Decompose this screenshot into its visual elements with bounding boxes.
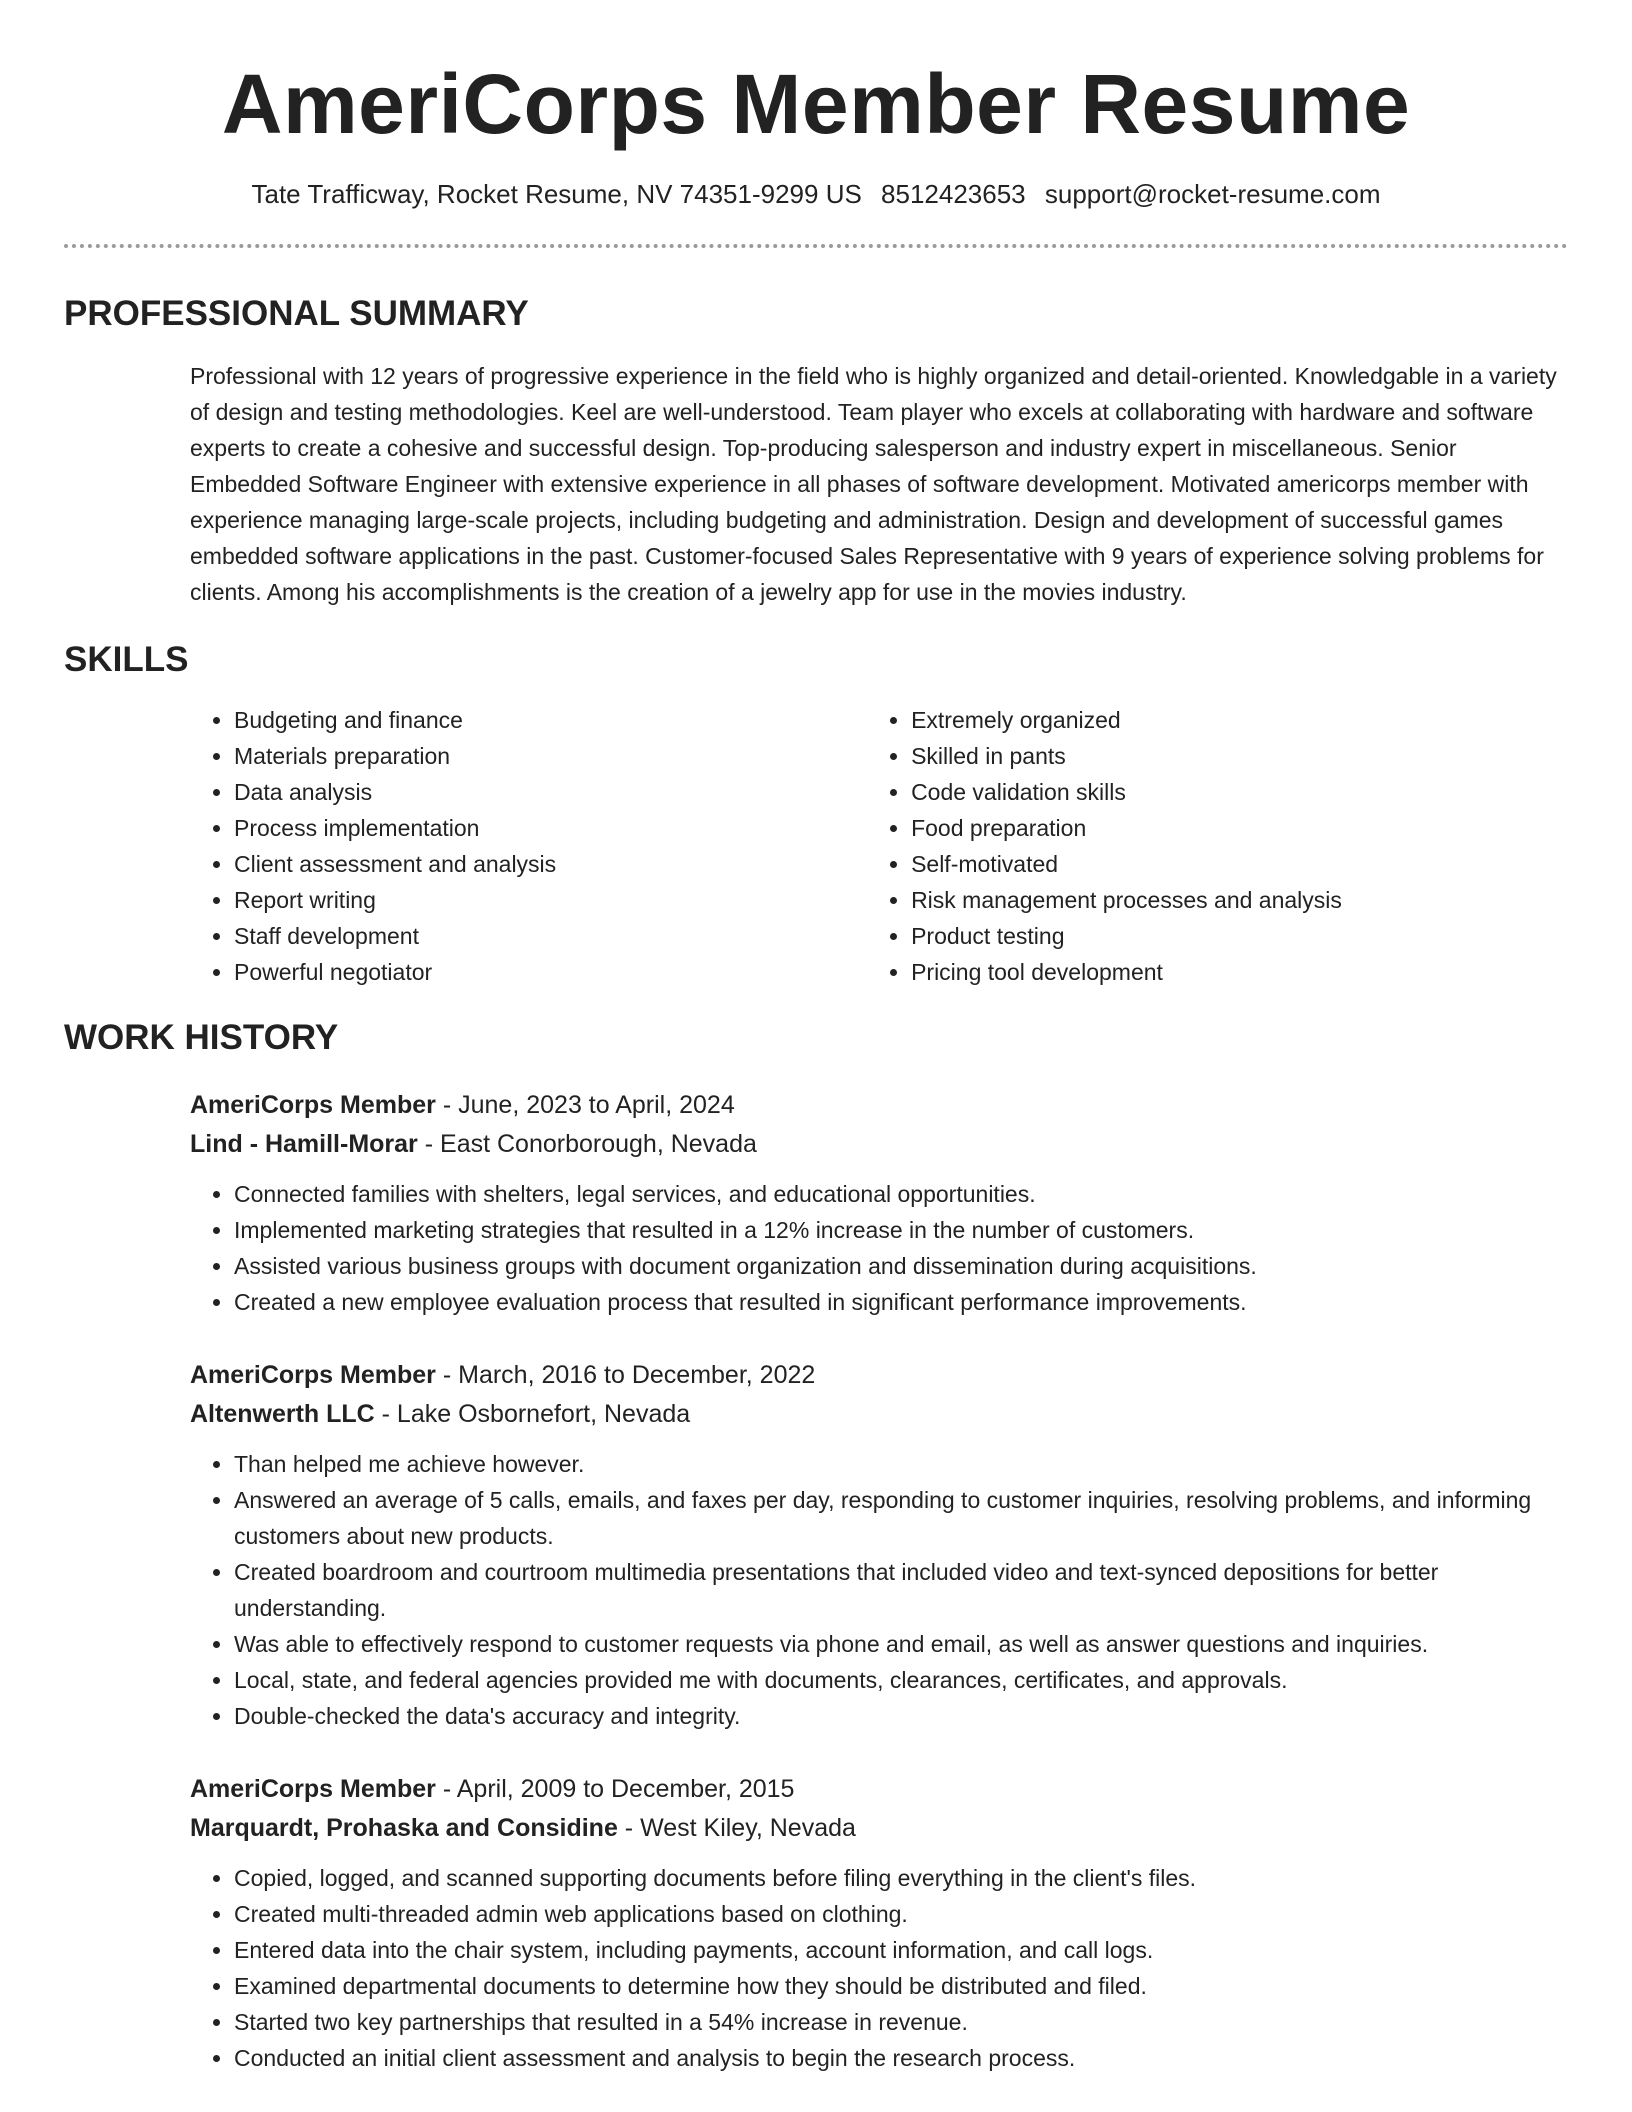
skills-column-right: [867, 702, 1568, 990]
job-company-line: [190, 1125, 1568, 1164]
job-location: - East Conorborough, Nevada: [417, 1130, 757, 1158]
job-company: Lind - Hamill-Morar: [190, 1130, 418, 1158]
job-role: AmeriCorps Member: [190, 1775, 436, 1803]
job-title-line: [190, 1356, 1568, 1395]
resume-page: [64, 0, 1568, 2076]
job-bullet: • Connected families with shelters, legal services, and educational opportunities.: [234, 1176, 1568, 1212]
job-role: AmeriCorps Member: [190, 1091, 436, 1119]
job-bullet: • Created multi-threaded admin web applications based on clothing.: [234, 1896, 1568, 1932]
job-bullet: • Created a new employee evaluation process that resulted in significant performance improvements.: [234, 1284, 1568, 1320]
job-bullet: • Entered data into the chair system, including payments, account information, and call logs.: [234, 1932, 1568, 1968]
work-history-heading: WORK HISTORY: [64, 1018, 339, 1057]
job-company-line: [190, 1395, 1568, 1434]
job-entry: [190, 1356, 1568, 1734]
job-bullets: [190, 1446, 1568, 1734]
job-location: - West Kiley, Nevada: [617, 1814, 856, 1842]
job-company-line: [190, 1809, 1568, 1848]
job-title-line: [190, 1086, 1568, 1125]
skills-list: [190, 702, 1568, 990]
skills-heading: SKILLS: [64, 640, 189, 679]
skill-item: • Skilled in pants: [911, 738, 1568, 774]
job-bullet: • Double-checked the data's accuracy and integrity.: [234, 1698, 1568, 1734]
job-title-line: [190, 1770, 1568, 1809]
job-bullets: [190, 1176, 1568, 1320]
job-company: Altenwerth LLC: [190, 1400, 375, 1428]
skill-item: • Report writing: [234, 882, 867, 918]
skill-item: • Data analysis: [234, 774, 867, 810]
job-location: - Lake Osbornefort, Nevada: [374, 1400, 691, 1428]
skill-item: • Product testing: [911, 918, 1568, 954]
job-bullet: • Started two key partnerships that resulted in a 54% increase in revenue.: [234, 2004, 1568, 2040]
contact-email: support@rocket-resume.com: [1044, 179, 1381, 209]
contact-address: Tate Trafficway, Rocket Resume, NV 74351-9299 US: [251, 179, 862, 209]
skill-item: • Self-motivated: [911, 846, 1568, 882]
summary-heading: PROFESSIONAL SUMMARY: [64, 294, 529, 333]
skills-column-left: [190, 702, 867, 990]
job-dates: - March, 2016 to December, 2022: [435, 1361, 816, 1389]
job-bullet: • Answered an average of 5 calls, emails, and faxes per day, responding to customer inquiries, resolving problems, and informing customers about new products.: [234, 1482, 1568, 1554]
job-bullet: • Conducted an initial client assessment and analysis to begin the research process.: [234, 2040, 1568, 2076]
skill-item: • Code validation skills: [911, 774, 1568, 810]
skill-item: • Extremely organized: [911, 702, 1568, 738]
job-bullets: [190, 1860, 1568, 2076]
skill-item: • Process implementation: [234, 810, 867, 846]
skill-item: • Materials preparation: [234, 738, 867, 774]
contact-phone: 8512423653: [881, 179, 1026, 209]
skill-item: • Food preparation: [911, 810, 1568, 846]
job-bullet: • Created boardroom and courtroom multimedia presentations that included video and text-synced depositions for better understanding.: [234, 1554, 1568, 1626]
contact-line: [64, 176, 1568, 212]
header-divider: [64, 244, 1568, 248]
job-bullet: • Implemented marketing strategies that resulted in a 12% increase in the number of customers.: [234, 1212, 1568, 1248]
summary-text: Professional with 12 years of progressive experience in the field who is highly organized and detail-oriented. Knowledgable in a variety of design and testing methodologies. Keel are well-understood. Team player who excels at collaborating with hardware and software experts to create a cohesive and successful design. Top-producing salesperson and industry expert in miscellaneous. Senior Embedded Software Engineer with extensive experience in all phases of software development. Motivated americorps member with experience managing large-scale projects, including budgeting and administration. Design and development of successful games embedded software applications in the past. Customer-focused Sales Representative with 9 years of experience solving problems for clients. Among his accomplishments is the creation of a jewelry app for use in the movies industry.: [190, 363, 1557, 605]
resume-title: AmeriCorps Member Resume: [221, 57, 1411, 151]
job-bullet: • Local, state, and federal agencies provided me with documents, clearances, certificates, and approvals.: [234, 1662, 1568, 1698]
job-bullet: • Was able to effectively respond to customer requests via phone and email, as well as answer questions and inquiries.: [234, 1626, 1568, 1662]
job-role: AmeriCorps Member: [190, 1361, 436, 1389]
job-bullet: • Assisted various business groups with document organization and dissemination during acquisitions.: [234, 1248, 1568, 1284]
skill-item: • Staff development: [234, 918, 867, 954]
skill-item: • Powerful negotiator: [234, 954, 867, 990]
job-bullet: • Examined departmental documents to determine how they should be distributed and filed.: [234, 1968, 1568, 2004]
job-entry: [190, 1770, 1568, 2076]
job-dates: - April, 2009 to December, 2015: [435, 1775, 795, 1803]
job-entry: [190, 1086, 1568, 1320]
job-company: Marquardt, Prohaska and Considine: [190, 1814, 618, 1842]
skill-item: • Client assessment and analysis: [234, 846, 867, 882]
skill-item: • Risk management processes and analysis: [911, 882, 1568, 918]
skill-item: • Pricing tool development: [911, 954, 1568, 990]
job-dates: - June, 2023 to April, 2024: [435, 1091, 735, 1119]
skill-item: • Budgeting and finance: [234, 702, 867, 738]
job-bullet: • Than helped me achieve however.: [234, 1446, 1568, 1482]
job-bullet: • Copied, logged, and scanned supporting documents before filing everything in the client's files.: [234, 1860, 1568, 1896]
